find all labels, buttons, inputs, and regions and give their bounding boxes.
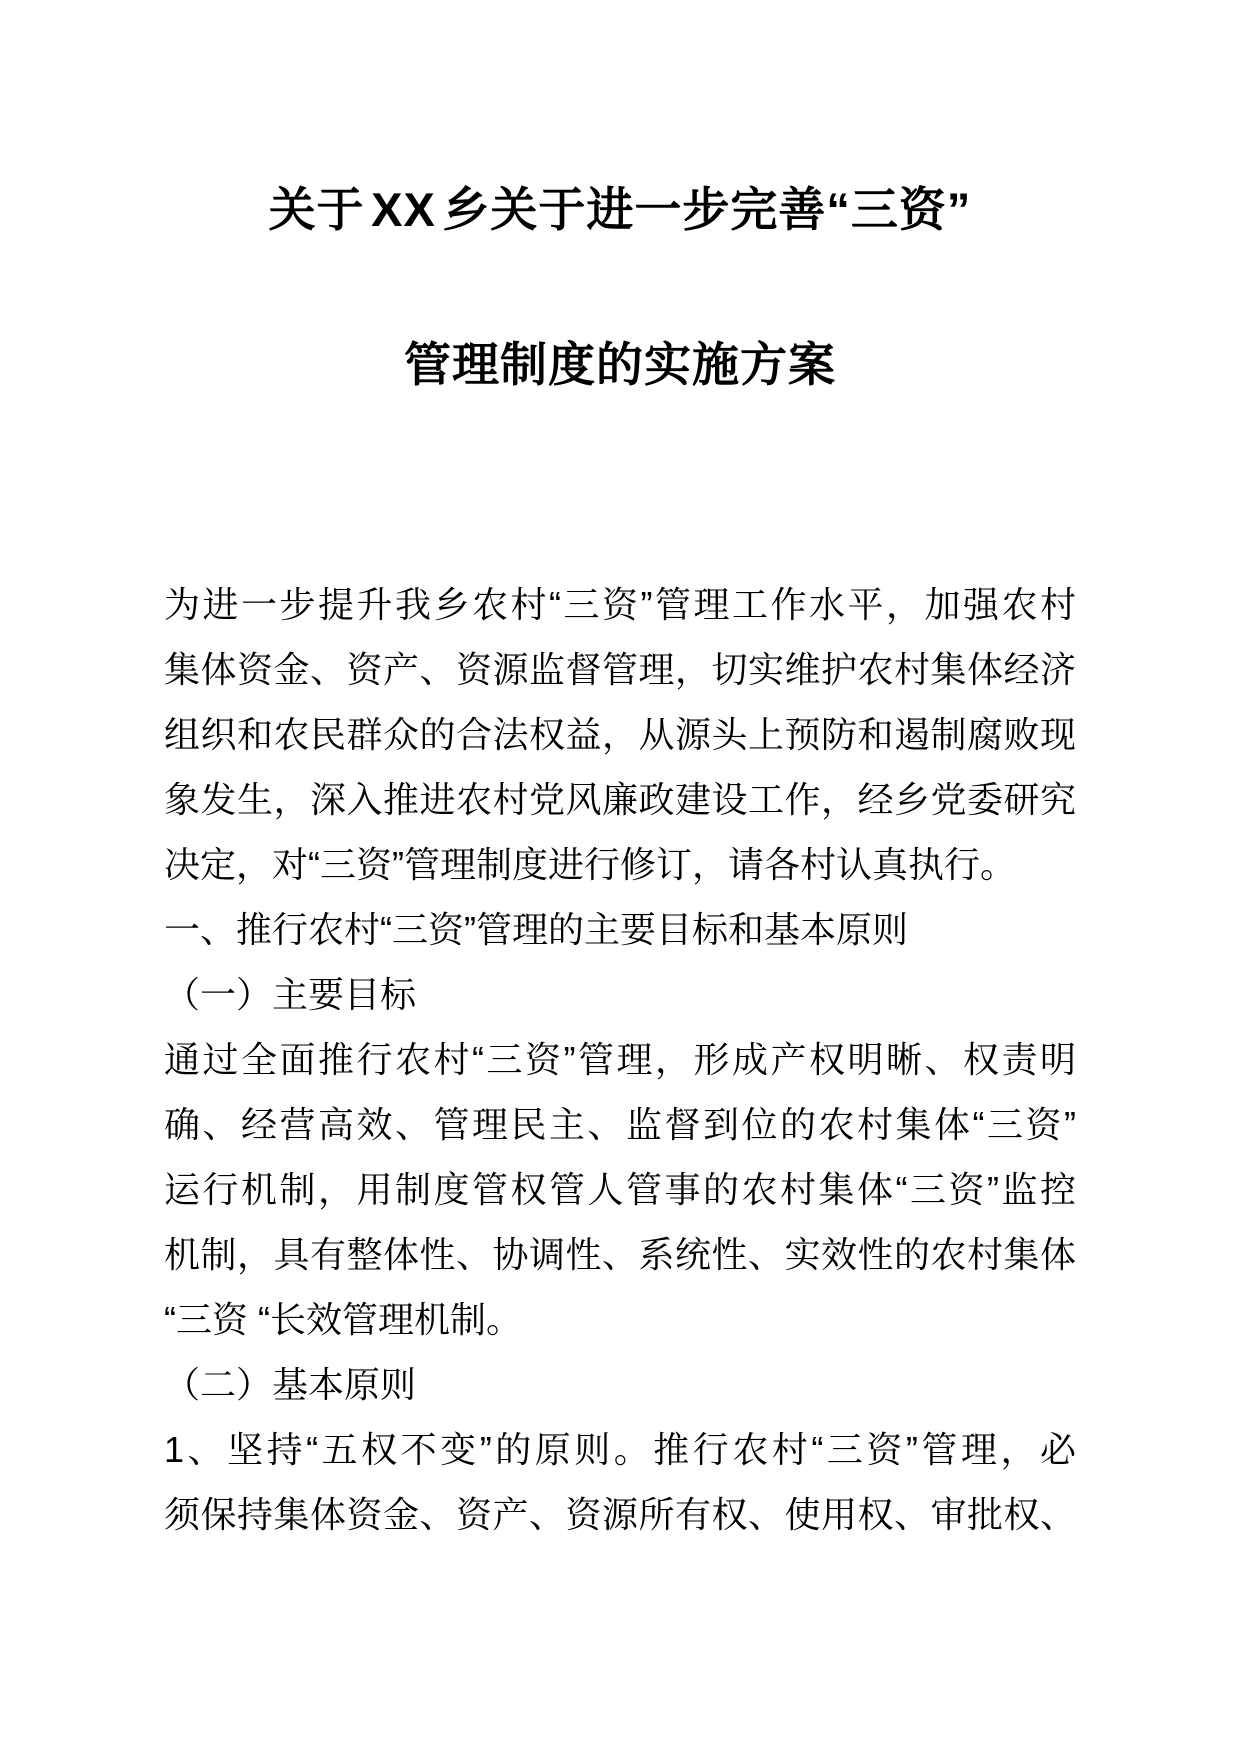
text-line: 决定，对“三资”管理制度进行修订，请各村认真执行。 [164, 844, 1016, 885]
document-title-line-2: 管理制度的实施方案 [404, 338, 836, 391]
text-line: 象发生，深入推进农村党风廉政建设工作，经乡党委研究 [164, 779, 1076, 820]
text-line: （二）基本原则 [164, 1364, 417, 1405]
paragraph-principle-1 [164, 1417, 1076, 1547]
text-line: 1、坚持“五权不变”的原则。推行农村“三资”管理，必 [164, 1429, 1076, 1470]
paragraph-intro [164, 572, 1076, 897]
text-line: 一、推行农村“三资”管理的主要目标和基本原则 [164, 909, 908, 950]
document-title-line-1 [164, 180, 1076, 240]
text-line: 运行机制，用制度管权管人管事的农村集体“三资”监控 [164, 1169, 1076, 1210]
paragraph-main-goal [164, 1027, 1076, 1352]
text-line: 通过全面推行农村“三资”管理，形成产权明晰、权责明 [164, 1039, 1076, 1080]
document-body [164, 572, 1076, 1547]
title-line-1-prefix: 关于 [268, 183, 365, 236]
text-line: 机制，具有整体性、协调性、系统性、实效性的农村集体 [164, 1234, 1076, 1275]
paragraph-subsection-2-heading [164, 1352, 1076, 1417]
text-line: 集体资金、资产、资源监督管理，切实维护农村集体经济 [164, 649, 1076, 690]
text-line: 组织和农民群众的合法权益，从源头上预防和遏制腐败现 [164, 714, 1076, 755]
text-line: 须保持集体资金、资产、资源所有权、使用权、审批权、 [164, 1494, 1076, 1535]
text-line: “三资 “长效管理机制。 [164, 1299, 522, 1340]
text-line: （一）主要目标 [164, 974, 417, 1015]
title-line-1-latin: XX [371, 183, 436, 236]
title-line-1-suffix: 乡关于进一步完善“三资” [442, 183, 972, 236]
text-line: 为进一步提升我乡农村“三资”管理工作水平，加强农村 [164, 584, 1076, 625]
text-line: 确、经营高效、管理民主、监督到位的农村集体“三资” [164, 1104, 1076, 1145]
paragraph-section-1-heading [164, 897, 1076, 962]
paragraph-subsection-1-heading [164, 962, 1076, 1027]
